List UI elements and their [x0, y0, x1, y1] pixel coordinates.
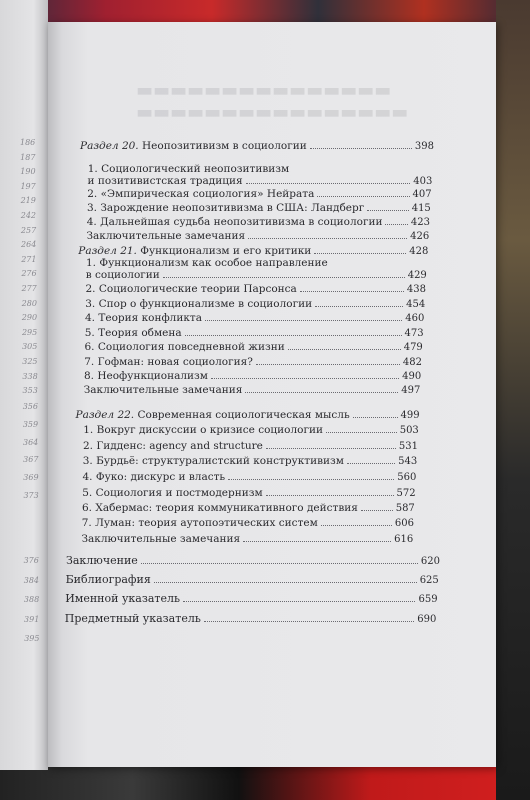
- page-number: 499: [400, 410, 420, 421]
- toc-item: [82, 502, 415, 514]
- dot-leader: [317, 196, 409, 197]
- page-number: 438: [406, 284, 426, 295]
- dot-leader: [367, 210, 408, 211]
- page-number: 560: [397, 472, 417, 483]
- dot-leader: [243, 541, 391, 542]
- previous-page-number: 305: [22, 342, 38, 352]
- show-through-text: ▬▬▬▬▬▬▬▬▬▬▬▬▬▬▬: [136, 80, 392, 101]
- previous-page-number: 257: [20, 225, 37, 235]
- previous-page-number: 353: [22, 386, 38, 396]
- toc-item: [85, 327, 424, 339]
- previous-page-number: 384: [23, 575, 40, 585]
- toc-item: [84, 356, 422, 368]
- background-right: [496, 0, 530, 800]
- page-number: 454: [406, 299, 426, 310]
- toc-item: [82, 487, 415, 499]
- toc-item: [87, 216, 430, 228]
- page-number: 572: [396, 488, 416, 499]
- dot-leader: [361, 510, 393, 511]
- dot-leader: [205, 320, 402, 321]
- dot-leader: [314, 253, 406, 254]
- page-number: 415: [411, 203, 431, 214]
- dot-leader: [245, 392, 398, 393]
- toc-section: [76, 409, 420, 421]
- section-title: Неопозитивизм в социологии: [142, 140, 307, 152]
- previous-page-number: 388: [23, 595, 40, 604]
- dot-leader: [300, 291, 404, 292]
- entry-title: 8. Неофункционализм: [84, 370, 208, 382]
- previous-page-number: 325: [22, 357, 38, 366]
- toc-item: [85, 341, 423, 353]
- toc-item: [85, 298, 425, 310]
- previous-page-number: 290: [21, 313, 38, 323]
- toc-item: [83, 455, 417, 467]
- entry-title: 2. «Эмпирическая социология» Нейрата: [87, 188, 315, 200]
- page-number: 606: [394, 518, 414, 529]
- previous-page-number: 186: [20, 138, 36, 147]
- page-number: 625: [419, 575, 439, 586]
- previous-page-number: 277: [21, 284, 37, 293]
- entry-title: 3. Спор о функционализме в социологии: [85, 298, 313, 310]
- dot-leader: [154, 582, 417, 583]
- dot-leader: [183, 601, 415, 602]
- page-number: 473: [404, 328, 424, 339]
- previous-page-number: 276: [21, 269, 37, 279]
- previous-page-number: 376: [23, 556, 39, 565]
- toc-item: [84, 384, 421, 396]
- toc-item: [86, 283, 427, 295]
- dot-leader: [141, 563, 418, 564]
- page-number: 490: [402, 371, 422, 382]
- entry-title: 5. Теория обмена: [84, 327, 182, 339]
- entry-title: 7. Луман: теория аутопоэтических систем: [81, 517, 318, 529]
- entry-title: Заключительные замечания: [81, 533, 241, 545]
- toc-item: [88, 163, 433, 175]
- previous-page-number: 395: [24, 634, 40, 643]
- page-number: 503: [399, 425, 419, 436]
- entry-title: 5. Социология и постмодернизм: [82, 487, 263, 499]
- previous-page-number: 359: [22, 419, 39, 429]
- previous-page-number: 391: [24, 614, 40, 624]
- page-number: 398: [414, 141, 434, 152]
- entry-title: Заключительные замечания: [86, 230, 246, 242]
- previous-page-number: 271: [21, 254, 37, 264]
- previous-page-number: 242: [20, 211, 37, 220]
- dot-leader: [353, 417, 398, 418]
- entry-title: Именной указатель: [65, 592, 180, 605]
- table-of-contents: [48, 22, 496, 767]
- entry-title: Библиография: [65, 573, 151, 586]
- entry-title: 7. Гофман: новая социология?: [84, 356, 253, 368]
- page-number: 428: [409, 246, 429, 257]
- previous-page-number: 190: [20, 167, 36, 177]
- toc-item: [83, 440, 418, 452]
- dot-leader: [315, 306, 403, 307]
- dot-leader: [310, 148, 412, 149]
- toc-item: [84, 370, 421, 382]
- show-through-text: ▬▬▬▬▬▬▬▬▬▬▬▬▬▬▬▬: [136, 102, 409, 123]
- section-prefix: Раздел 21.: [78, 245, 137, 257]
- page-number: 616: [394, 534, 414, 545]
- toc-item: [86, 257, 428, 269]
- page-number: 620: [420, 556, 440, 567]
- dot-leader: [204, 621, 414, 622]
- page-number: 426: [410, 231, 430, 242]
- page-number: 531: [398, 441, 418, 452]
- section-prefix: Раздел 22.: [75, 409, 135, 421]
- toc-item: [86, 269, 427, 281]
- entry-title: 4. Фуко: дискурс и власть: [82, 471, 226, 483]
- entry-title: 4. Дальнейшая судьба неопозитивизма в социологии: [86, 216, 383, 228]
- previous-page-number: 295: [21, 327, 38, 337]
- entry-title: 1. Функционализм как особое направление: [86, 257, 328, 269]
- toc-item: [87, 202, 431, 214]
- dot-leader: [163, 277, 405, 278]
- entry-title: 6. Социология повседневной жизни: [84, 341, 285, 353]
- entry-title: 3. Бурдьё: структуралистский конструктивизм: [82, 455, 344, 467]
- toc-top-entry: [65, 592, 437, 605]
- section-prefix: Раздел 20.: [80, 140, 139, 152]
- toc-section: [78, 245, 428, 257]
- previous-page-number: 187: [20, 152, 36, 162]
- previous-page-number: 338: [22, 371, 38, 381]
- toc-item: [82, 533, 414, 545]
- previous-page-number: 367: [23, 455, 39, 465]
- section-title: Функционализм и его критики: [140, 245, 312, 257]
- page-number: 423: [410, 217, 430, 228]
- entry-title: 1. Вокруг дискуссии о кризисе социологии: [83, 424, 323, 436]
- left-page: [0, 0, 48, 770]
- page-number: 659: [418, 594, 438, 605]
- page-number: 403: [413, 176, 433, 187]
- dot-leader: [326, 432, 397, 433]
- entry-title: 2. Гидденс: agency and structure: [83, 440, 263, 452]
- entry-title: Заключение: [66, 554, 138, 567]
- toc-item: [85, 312, 424, 324]
- entry-title: 6. Хабермас: теория коммуникативного действия: [82, 502, 358, 514]
- dot-leader: [321, 525, 392, 526]
- previous-page-number: 280: [21, 298, 37, 308]
- previous-page-number: 364: [23, 437, 39, 447]
- dot-leader: [211, 378, 399, 379]
- dot-leader: [266, 448, 396, 449]
- toc-top-entry: [66, 554, 440, 567]
- toc-item: [87, 188, 431, 200]
- toc-item: [88, 175, 433, 187]
- entry-title: в социологии: [85, 269, 160, 281]
- toc-item: [83, 424, 419, 436]
- toc-section: [80, 140, 434, 152]
- dot-leader: [248, 238, 407, 239]
- toc-item: [87, 230, 430, 242]
- dot-leader: [347, 463, 395, 464]
- previous-page-number: 264: [21, 240, 37, 250]
- previous-page-number: 369: [23, 473, 39, 483]
- page-number: 497: [401, 385, 421, 396]
- page-number: 690: [417, 614, 437, 625]
- entry-title: и позитивистская традиция: [87, 175, 243, 187]
- page-number: 479: [403, 342, 423, 353]
- entry-title: 3. Зарождение неопозитивизма в США: Ландберг: [87, 202, 365, 214]
- dot-leader: [256, 364, 400, 365]
- page-number: 460: [405, 313, 425, 324]
- dot-leader: [288, 349, 401, 350]
- previous-page-number: 197: [20, 181, 36, 191]
- dot-leader: [385, 224, 407, 225]
- section-title: Современная социологическая мысль: [137, 409, 350, 421]
- book-page: [48, 22, 496, 767]
- entry-title: Заключительные замечания: [83, 384, 243, 396]
- entry-title: Предметный указатель: [64, 612, 201, 625]
- page-number: 587: [395, 503, 415, 514]
- toc-item: [83, 471, 417, 483]
- toc-item: [82, 517, 414, 529]
- dot-leader: [185, 335, 402, 336]
- dot-leader: [266, 495, 394, 496]
- entry-title: 2. Социологические теории Парсонса: [85, 283, 297, 295]
- dot-leader: [228, 479, 394, 480]
- entry-title: 1. Социологический неопозитивизм: [87, 163, 290, 175]
- page-number: 543: [398, 456, 418, 467]
- previous-page-number: 373: [23, 491, 39, 500]
- entry-title: 4. Теория конфликта: [85, 312, 202, 324]
- page-number: 482: [402, 357, 422, 368]
- dot-leader: [246, 183, 411, 184]
- toc-top-entry: [66, 573, 439, 586]
- toc-top-entry: [65, 612, 437, 625]
- previous-page-number: 356: [22, 402, 38, 411]
- page-number: 407: [412, 189, 432, 200]
- previous-page-number: 219: [20, 196, 36, 206]
- page-number: 429: [407, 270, 427, 281]
